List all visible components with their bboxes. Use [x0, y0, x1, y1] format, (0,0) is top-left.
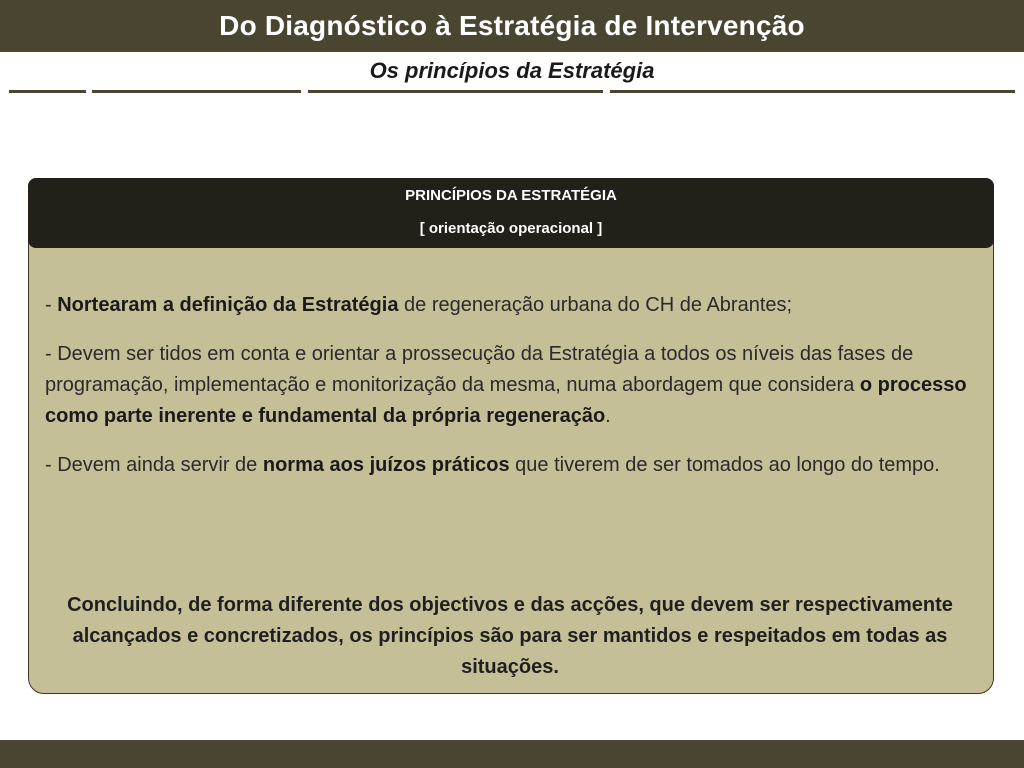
panel-title: PRINCÍPIOS DA ESTRATÉGIA	[405, 187, 617, 204]
divider-rule-2	[92, 90, 301, 93]
divider-rule-1	[9, 90, 86, 93]
paragraph: - Nortearam a definição da Estratégia de regeneração urbana do CH de Abrantes;	[45, 294, 793, 316]
paragraph: - Devem ser tidos em conta e orientar a prossecução da Estratégia a todos os níveis das fases de programação, implementação e monitorização da mesma, numa abordagem que considera o processo como parte inerente e fundamental da própria regeneração.	[45, 343, 967, 427]
divider-rule-3	[308, 90, 603, 93]
conclusion-text: Concluindo, de forma diferente dos objectivos e das acções, que devem ser respectivamente alcançados e concretizados, os princípios são para ser mantidos e respeitados em todas as situações.	[67, 594, 953, 678]
panel-header	[28, 178, 994, 248]
paragraph: - Devem ainda servir de norma aos juízos práticos que tiverem de ser tomados ao longo do tempo.	[45, 454, 940, 476]
paragraph-emphasis: norma aos juízos práticos	[262, 454, 510, 476]
slide-subtitle: Os princípios da Estratégia	[369, 58, 655, 83]
slide-title: Do Diagnóstico à Estratégia de Intervenção	[219, 10, 805, 41]
title-bar	[0, 0, 1024, 52]
paragraph-emphasis: Nortearam a definição da Estratégia	[57, 294, 399, 316]
footer-bar	[0, 740, 1024, 768]
principles-text	[45, 290, 980, 499]
divider-rule-4	[610, 90, 1015, 93]
paragraph-emphasis: o processo como parte inerente e fundamental da própria regeneração	[45, 374, 967, 427]
panel-subtitle: [ orientação operacional ]	[419, 220, 603, 237]
